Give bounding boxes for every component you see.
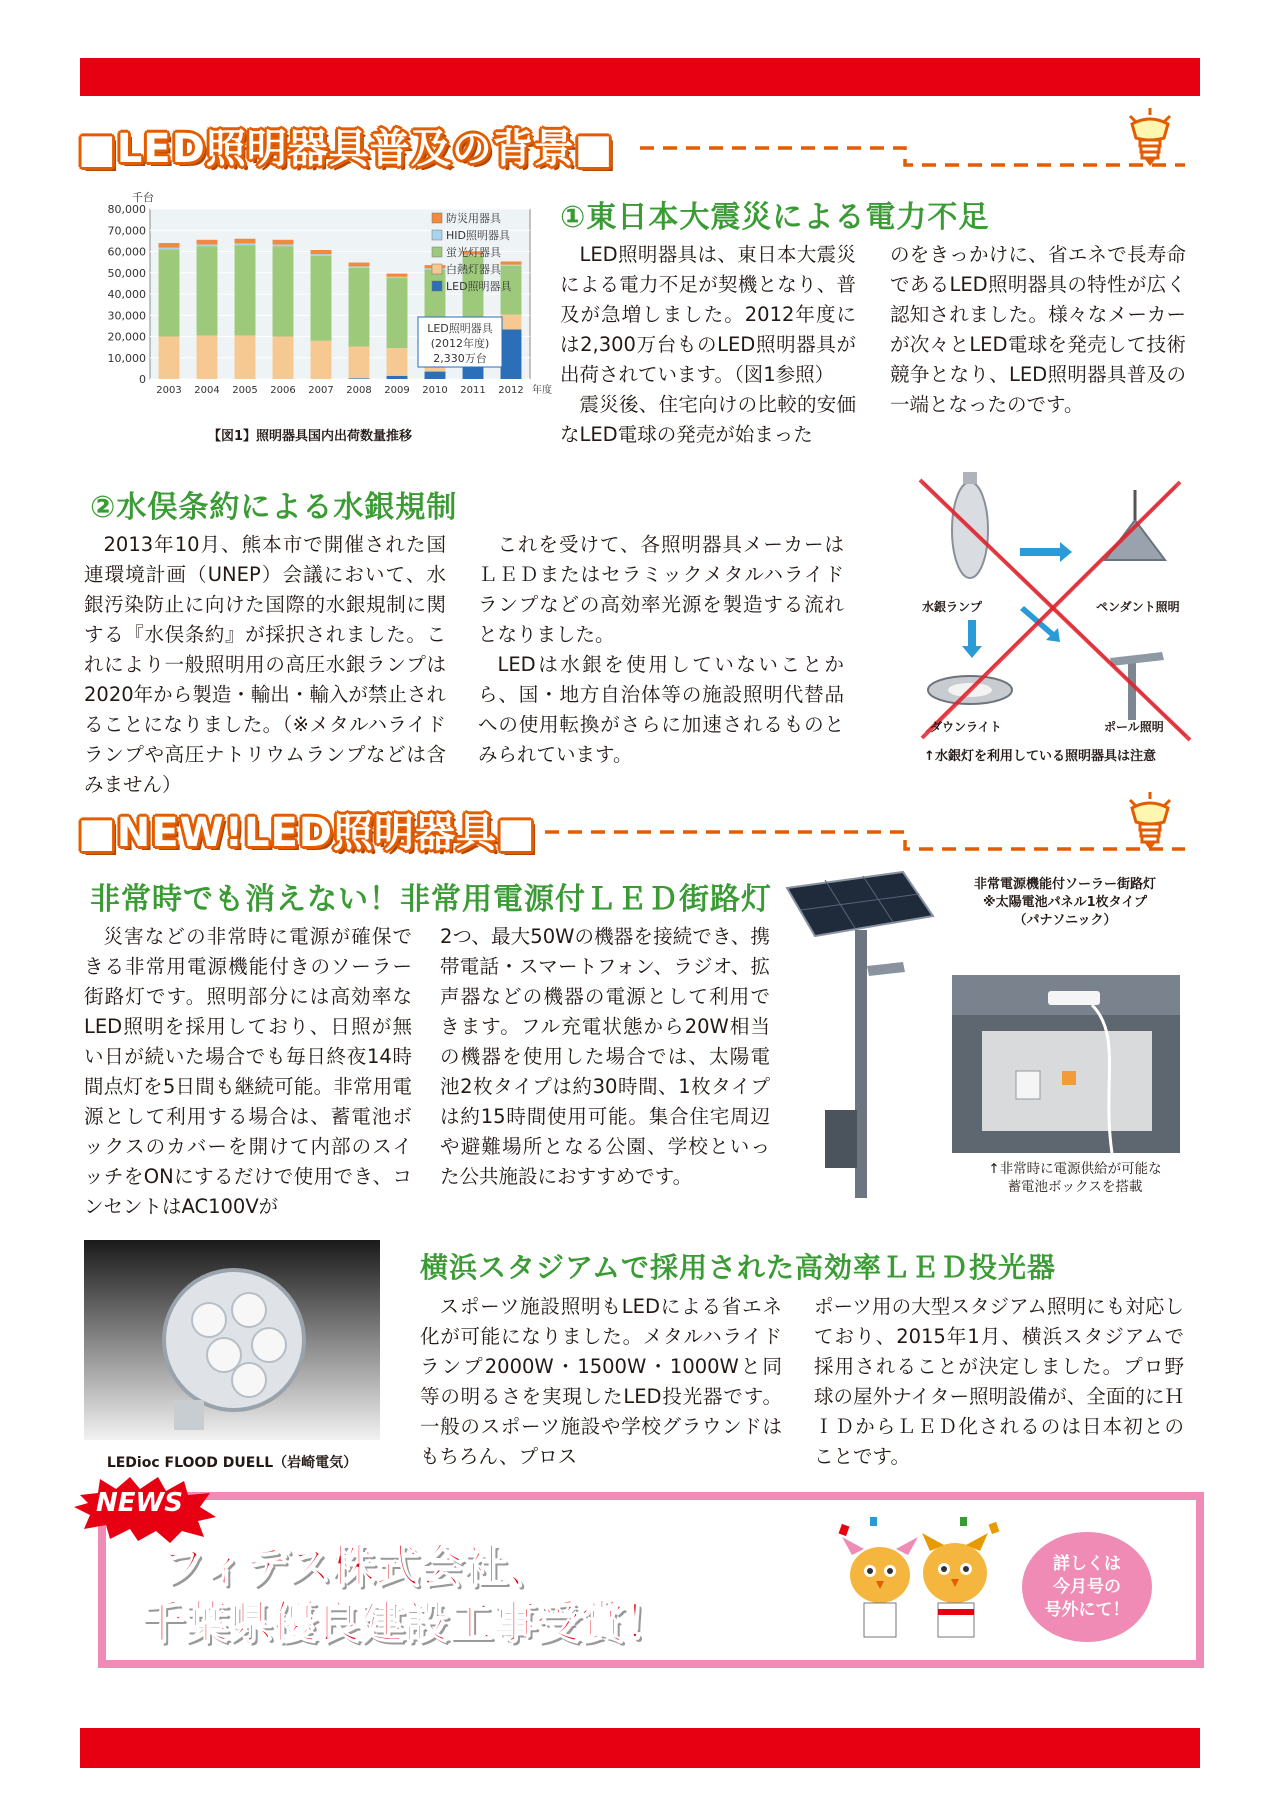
chart-bar-segment	[235, 243, 256, 245]
chart-bar-segment	[349, 346, 370, 378]
chart-bar-segment	[197, 240, 218, 245]
chart-bar-segment	[159, 243, 180, 248]
chart-legend-swatch	[432, 213, 442, 223]
chart-legend-label: HID照明器具	[446, 229, 510, 242]
chart-legend-label: 白熱灯器具	[446, 263, 501, 276]
section2-sub2-col2	[814, 1292, 1184, 1472]
paragraph: これを受けて、各照明器具メーカーはＬＥＤまたはセラミックメタルハライドランプなどの高効率光源を製造する流れとなりました。	[478, 533, 844, 646]
chart-x-tick-label: 2011	[460, 385, 486, 396]
section2-sub1-title: 非常時でも消えない！非常用電源付ＬＥＤ街路灯	[90, 882, 772, 917]
caption-line: 蓄電池ボックスを搭載	[1007, 1179, 1143, 1195]
chart-y-tick-label: 60,000	[107, 245, 146, 259]
chart-annotation-text: 2,330万台	[433, 352, 487, 365]
chart-x-tick-label: 2010	[422, 385, 448, 396]
chart-legend-swatch	[432, 247, 442, 257]
news-headline-line2: 千葉県優良建設工事受賞！	[140, 1597, 668, 1648]
chart-bar-segment	[159, 337, 180, 380]
chart-caption: 【図1】照明器具国内出荷数量推移	[207, 429, 413, 444]
chart-bar-segment	[235, 239, 256, 244]
flood-light-caption: LEDioc FLOOD DUELL（岩崎電気）	[106, 1455, 358, 1471]
section2-sub2-title: 横浜スタジアムで採用された高効率ＬＥＤ投光器	[420, 1251, 1057, 1284]
chart-bar-segment	[273, 240, 294, 245]
chart-bar-segment	[197, 335, 218, 379]
chart-bar-segment	[273, 337, 294, 380]
light-bulb-icon-2	[1120, 790, 1180, 854]
section2-heading-text: ■NEW!LED照明器具■	[78, 809, 536, 856]
battery-box-caption	[960, 1160, 1190, 1196]
section1-heading-text: ■LED照明器具普及の背景■	[78, 125, 614, 172]
chart-annotation-text: (2012年度)	[430, 337, 490, 350]
chart-bar-segment	[159, 248, 180, 250]
bubble-line: 今月号の	[1053, 1576, 1121, 1597]
caption-line: ↑非常時に電源供給が可能な	[988, 1161, 1162, 1177]
chart-bar-segment	[311, 254, 332, 255]
chart-bar-segment	[501, 265, 522, 266]
chart-bar-segment	[349, 268, 370, 347]
solar-street-light-photo	[785, 870, 955, 1200]
bubble-line: 詳しくは	[1053, 1553, 1121, 1574]
shipment-chart-svg	[104, 185, 552, 410]
section2-sub1-col2	[440, 922, 770, 1192]
label-pole: ポール照明	[1104, 720, 1164, 734]
chart-bar-segment	[235, 245, 256, 335]
section2-sub2-col1	[420, 1292, 782, 1472]
chart-legend-label: 防災用器具	[446, 212, 501, 225]
chart-x-tick-label: 2012	[498, 385, 524, 396]
caption-line: ※太陽電池パネル1枚タイプ	[982, 895, 1148, 910]
shipment-chart	[104, 185, 552, 410]
chart-bar-segment	[159, 249, 180, 336]
chart-y-tick-label: 10,000	[107, 351, 146, 365]
chart-x-tick-label: 2007	[308, 385, 334, 396]
chart-legend-label: LED照明器具	[446, 280, 512, 293]
mascot-characters	[830, 1515, 1010, 1645]
solar-light-caption	[950, 876, 1180, 930]
section1-sub1-title: ①東日本大震災による電力不足	[560, 200, 990, 235]
chart-y-axis-label: 千台	[132, 191, 154, 204]
chart-bar-segment	[311, 341, 332, 379]
caption-line: （パナソニック）	[1013, 913, 1117, 928]
chart-x-tick-label: 2006	[270, 385, 296, 396]
chart-x-tick-label: 2009	[384, 385, 410, 396]
chart-bar-segment	[387, 376, 408, 379]
battery-box-photo	[952, 975, 1180, 1153]
section1-sub2-title: ②水俣条約による水銀規制	[90, 490, 458, 525]
paragraph: のをきっかけに、省エネで長寿命であるLED照明器具の特性が広く認知されました。様々なメーカーが次々とLED電球を発売して技術競争となり、LED照明器具普及の一端となったのです。	[890, 243, 1186, 416]
chart-legend-swatch	[432, 264, 442, 274]
bubble-line: 号外にて！	[1044, 1599, 1130, 1620]
chart-bar-segment	[501, 261, 522, 264]
chart-bar-segment	[501, 329, 522, 379]
label-downlight: ダウンライト	[930, 720, 1002, 734]
chart-bar-segment	[387, 278, 408, 348]
chart-bar-segment	[387, 277, 408, 278]
chart-legend-label: 蛍光灯器具	[446, 246, 501, 259]
light-bulb-icon	[1120, 106, 1180, 170]
chart-annotation-text: LED照明器具	[427, 322, 493, 335]
chart-bar-segment	[501, 315, 522, 330]
flood-light-photo	[84, 1240, 380, 1440]
chart-bar-segment	[273, 246, 294, 336]
paragraph: 2013年10月、熊本市で開催された国連環境計画（UNEP）会議において、水銀汚染防止に向けた国際的水銀規制に関する『水俣条約』が採択されました。これにより一般照明用の高圧水銀ランプは2020年から製造・輸出・輸入が禁止されることになりました。（※メタルハライドランプや高圧ナトリウムランプなどは含みません）	[84, 533, 446, 796]
chart-bar-segment	[311, 256, 332, 341]
chart-y-tick-label: 70,000	[107, 224, 146, 238]
chart-y-tick-label: 40,000	[107, 288, 146, 301]
section1-sub2-col1	[84, 530, 446, 800]
mercury-figure-caption: ↑水銀灯を利用している照明器具は注意	[924, 749, 1156, 764]
chart-bar-segment	[387, 348, 408, 376]
chart-x-axis-label: 年度	[532, 385, 552, 396]
chart-bar-segment	[273, 244, 294, 246]
caption-line: 非常電源機能付ソーラー街路灯	[973, 877, 1156, 892]
label-pendant: ペンダント照明	[1096, 600, 1180, 614]
chart-x-tick-label: 2004	[194, 385, 220, 396]
chart-legend-swatch	[432, 281, 442, 291]
paragraph: LEDは水銀を使用していないことから、国・地方自治体等の施設照明代替品への使用転換がさらに加速されるものとみられています。	[478, 653, 844, 766]
paragraph: 震災後、住宅向けの比較的安価なLED電球の発売が始まった	[560, 393, 856, 446]
chart-x-tick-label: 2003	[156, 385, 182, 396]
chart-bar-segment	[425, 372, 446, 379]
chart-x-tick-label: 2005	[232, 385, 258, 396]
section1-sub1-col2	[890, 240, 1186, 420]
chart-bar-segment	[197, 246, 218, 335]
chart-legend-swatch	[432, 230, 442, 240]
section1-sub2-col2	[478, 530, 844, 770]
news-bubble	[1022, 1532, 1152, 1642]
chart-bar-segment	[235, 335, 256, 379]
chart-bar-segment	[387, 274, 408, 277]
paragraph: 2つ、最大50Wの機器を接続でき、携帯電話・スマートフォン、ラジオ、拡声器などの機器の電源として利用できます。フル充電状態から20W相当の機器を使用した場合では、太陽電池2枚タイプは約30時間、1枚タイプは約15時間使用可能。集合住宅周辺や避難場所となる公園、学校といった公共施設におすすめです。	[440, 925, 770, 1188]
paragraph: LED照明器具は、東日本大震災による電力不足が契機となり、普及が急増しました。2012年度には2,300万台ものLED照明器具が出荷されています。（図1参照）	[560, 243, 856, 386]
chart-y-tick-label: 20,000	[107, 330, 146, 344]
chart-y-tick-label: 30,000	[107, 309, 146, 323]
section1-sub1-col1	[560, 240, 856, 450]
chart-bar-segment	[349, 263, 370, 267]
section2-heading	[78, 802, 536, 856]
chart-y-tick-label: 50,000	[107, 266, 146, 280]
news-headline-line1: フィデス株式会社、	[160, 1541, 551, 1592]
label-mercury-lamp: 水銀ランプ	[922, 600, 983, 614]
paragraph: スポーツ施設照明もLEDによる省エネ化が可能になりました。メタルハライドランプ2000W・1500W・1000Wと同等の明るさを実現したLED投光器です。一般のスポーツ施設や学校グラウンドはもちろん、プロス	[420, 1295, 782, 1468]
chart-y-tick-label: 0	[139, 373, 146, 386]
mercury-lamp-figure	[900, 470, 1200, 770]
paragraph: 災害などの非常時に電源が確保できる非常用電源機能付きのソーラー街路灯です。照明部分には高効率なLED照明を採用しており、日照が無い日が続いた場合でも毎日終夜14時間点灯を5日間も継続可能。非常用電源として利用する場合は、蓄電池ボックスのカバーを開けて内部のスイッチをONにするだけで使用でき、コンセントはAC100Vが	[84, 925, 412, 1218]
chart-x-tick-label: 2008	[346, 385, 372, 396]
chart-bar-segment	[311, 250, 332, 254]
chart-bar-segment	[197, 244, 218, 246]
news-badge-text: NEWS	[96, 1488, 183, 1518]
section2-sub1-col1	[84, 922, 412, 1222]
chart-bar-segment	[349, 266, 370, 267]
chart-y-tick-label: 80,000	[107, 203, 146, 216]
bottom-red-bar	[80, 1728, 1200, 1768]
paragraph: ポーツ用の大型スタジアム照明にも対応しており、2015年1月、横浜スタジアムで採用されることが決定しました。プロ野球の屋外ナイター照明設備が、全面的にＨＩＤからＬＥＤ化されるのは日本初とのことです。	[814, 1295, 1184, 1468]
chart-bar-segment	[349, 378, 370, 379]
